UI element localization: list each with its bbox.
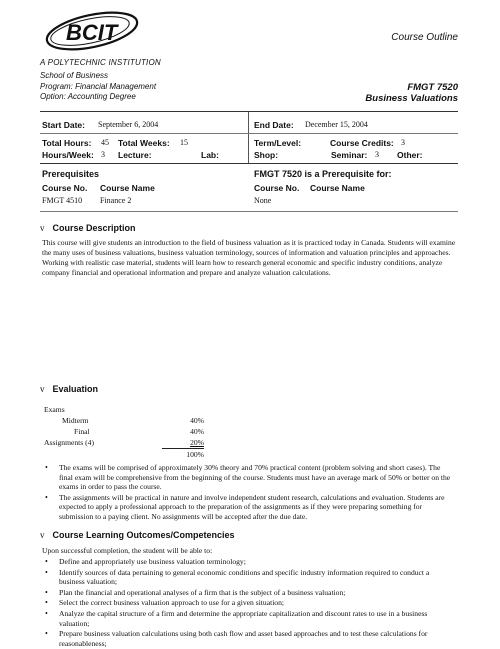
list-item: • Analyze the capital structure of a firm and determine the appropriate capitalization and discount rates to use in a business valuation; xyxy=(42,609,456,628)
hours-week-label: Hours/Week: xyxy=(42,150,94,160)
total-hours-label: Total Hours: xyxy=(42,138,92,148)
section-title: Evaluation xyxy=(52,384,99,394)
prereq-course-no: FMGT 4510 xyxy=(42,196,83,205)
tagline: A POLYTECHNIC INSTITUTION xyxy=(40,58,161,67)
eval-item: Assignments (4) xyxy=(44,438,94,447)
divider xyxy=(40,133,458,134)
list-item: • Define and appropriately use business valuation terminology; xyxy=(42,557,456,567)
outcomes-list xyxy=(42,557,456,649)
lab-label: Lab: xyxy=(201,150,219,160)
evaluation-notes xyxy=(42,463,456,523)
table-row xyxy=(44,437,204,448)
divider xyxy=(40,163,458,164)
logo-text: BCIT xyxy=(66,20,118,45)
divider xyxy=(40,111,458,112)
table-row xyxy=(44,404,204,415)
table-row xyxy=(44,415,204,426)
school-block xyxy=(40,71,156,103)
course-title: Business Valuations xyxy=(365,93,458,104)
option-name: Option: Accounting Degree xyxy=(40,92,136,101)
prereq-course-name: Finance 2 xyxy=(100,196,132,205)
evaluation-table xyxy=(44,404,204,459)
divider xyxy=(248,112,249,164)
eval-weight xyxy=(162,404,204,415)
shop-label: Shop: xyxy=(254,150,279,160)
start-date-label: Start Date: xyxy=(42,120,85,130)
list-item: • Prepare business valuation calculations using both cash flow and asset based approaches and to test these calculations for reasonableness; xyxy=(42,629,456,648)
evaluation-title xyxy=(40,384,98,394)
credits: 3 xyxy=(401,138,405,147)
term-level-label: Term/Level: xyxy=(254,138,302,148)
total-weeks: 15 xyxy=(180,138,188,147)
col-course-name: Course Name xyxy=(100,183,155,193)
eval-item: Final xyxy=(74,427,90,436)
section-bullet: v xyxy=(40,223,45,233)
section-bullet: v xyxy=(40,530,45,540)
prerequisites-title: Prerequisites xyxy=(42,169,100,179)
credits-label: Course Credits: xyxy=(330,138,394,148)
list-item: • Plan the financial and operational analyses of a firm that is the subject of a business valuation; xyxy=(42,588,456,598)
program-name: Program: Financial Management xyxy=(40,81,157,91)
outcomes-intro: Upon successful completion, the student will be able to: xyxy=(42,546,213,555)
prerequisite-for-title: FMGT 7520 is a Prerequisite for: xyxy=(254,169,392,179)
table-row xyxy=(44,448,204,459)
list-item: • Select the correct business valuation approach to use for a given situation; xyxy=(42,598,456,608)
divider xyxy=(40,211,458,212)
outcomes-title xyxy=(40,530,235,540)
section-title: Course Learning Outcomes/Competencies xyxy=(52,530,235,540)
course-code: FMGT 7520 xyxy=(407,82,458,93)
col-course-no: Course No. xyxy=(254,183,300,193)
course-description-text: This course will give students an introduction to the field of business valuation as it is practiced today in Canada. Students will examine the many uses of business valuations, business valuation terminology, sources of information and valuation principles and approaches. Working with realistic case material, students will learn how to research general economic and specific industry conditions, analyze company financial and operational information and prepare and analyze valuation calculations. xyxy=(42,238,456,277)
prereq-for-course-no: None xyxy=(254,196,272,205)
eval-item: Exams xyxy=(44,405,65,414)
seminar: 3 xyxy=(375,150,379,159)
eval-weight: 20% xyxy=(190,438,204,447)
start-date: September 6, 2004 xyxy=(98,120,159,129)
total-hours: 45 xyxy=(101,138,109,147)
list-item: • Identify sources of data pertaining to general economic conditions and specific industry information required to conduct a business valuation; xyxy=(42,568,456,587)
eval-item: Midterm xyxy=(62,416,89,425)
col-course-no: Course No. xyxy=(42,183,88,193)
eval-weight: 40% xyxy=(190,427,204,436)
list-item: • The assignments will be practical in nature and involve independent student research, calculations and evaluation. Students are expected to apply a professional approach to the preparation of the assignments as if they were preparing something for submission to a paying client. No assignments will be accepted after the due date. xyxy=(42,493,456,522)
list-item: • The exams will be comprised of approximately 30% theory and 70% practical content (problem solving and short cases). The final exam will be comprehensive from the beginning of the course. Students must have an average mark of 50% or better on the exams in order to pass the course. xyxy=(42,463,456,492)
hours-week: 3 xyxy=(101,150,105,159)
table-row xyxy=(44,426,204,437)
other-label: Other: xyxy=(397,150,423,160)
eval-total: 100% xyxy=(162,448,204,459)
eval-item xyxy=(44,448,162,459)
end-date-label: End Date: xyxy=(254,120,294,130)
lecture-label: Lecture: xyxy=(118,150,152,160)
section-bullet: v xyxy=(40,384,45,394)
col-course-name: Course Name xyxy=(310,183,365,193)
total-weeks-label: Total Weeks: xyxy=(118,138,170,148)
doc-type: Course Outline xyxy=(391,32,458,43)
seminar-label: Seminar: xyxy=(331,150,368,160)
eval-weight: 40% xyxy=(190,416,204,425)
end-date: December 15, 2004 xyxy=(305,120,368,129)
bcit-logo xyxy=(40,10,150,52)
section-title: Course Description xyxy=(52,223,136,233)
school-name: School of Business xyxy=(40,71,109,80)
course-description-title xyxy=(40,223,136,233)
course-heading xyxy=(365,82,458,104)
